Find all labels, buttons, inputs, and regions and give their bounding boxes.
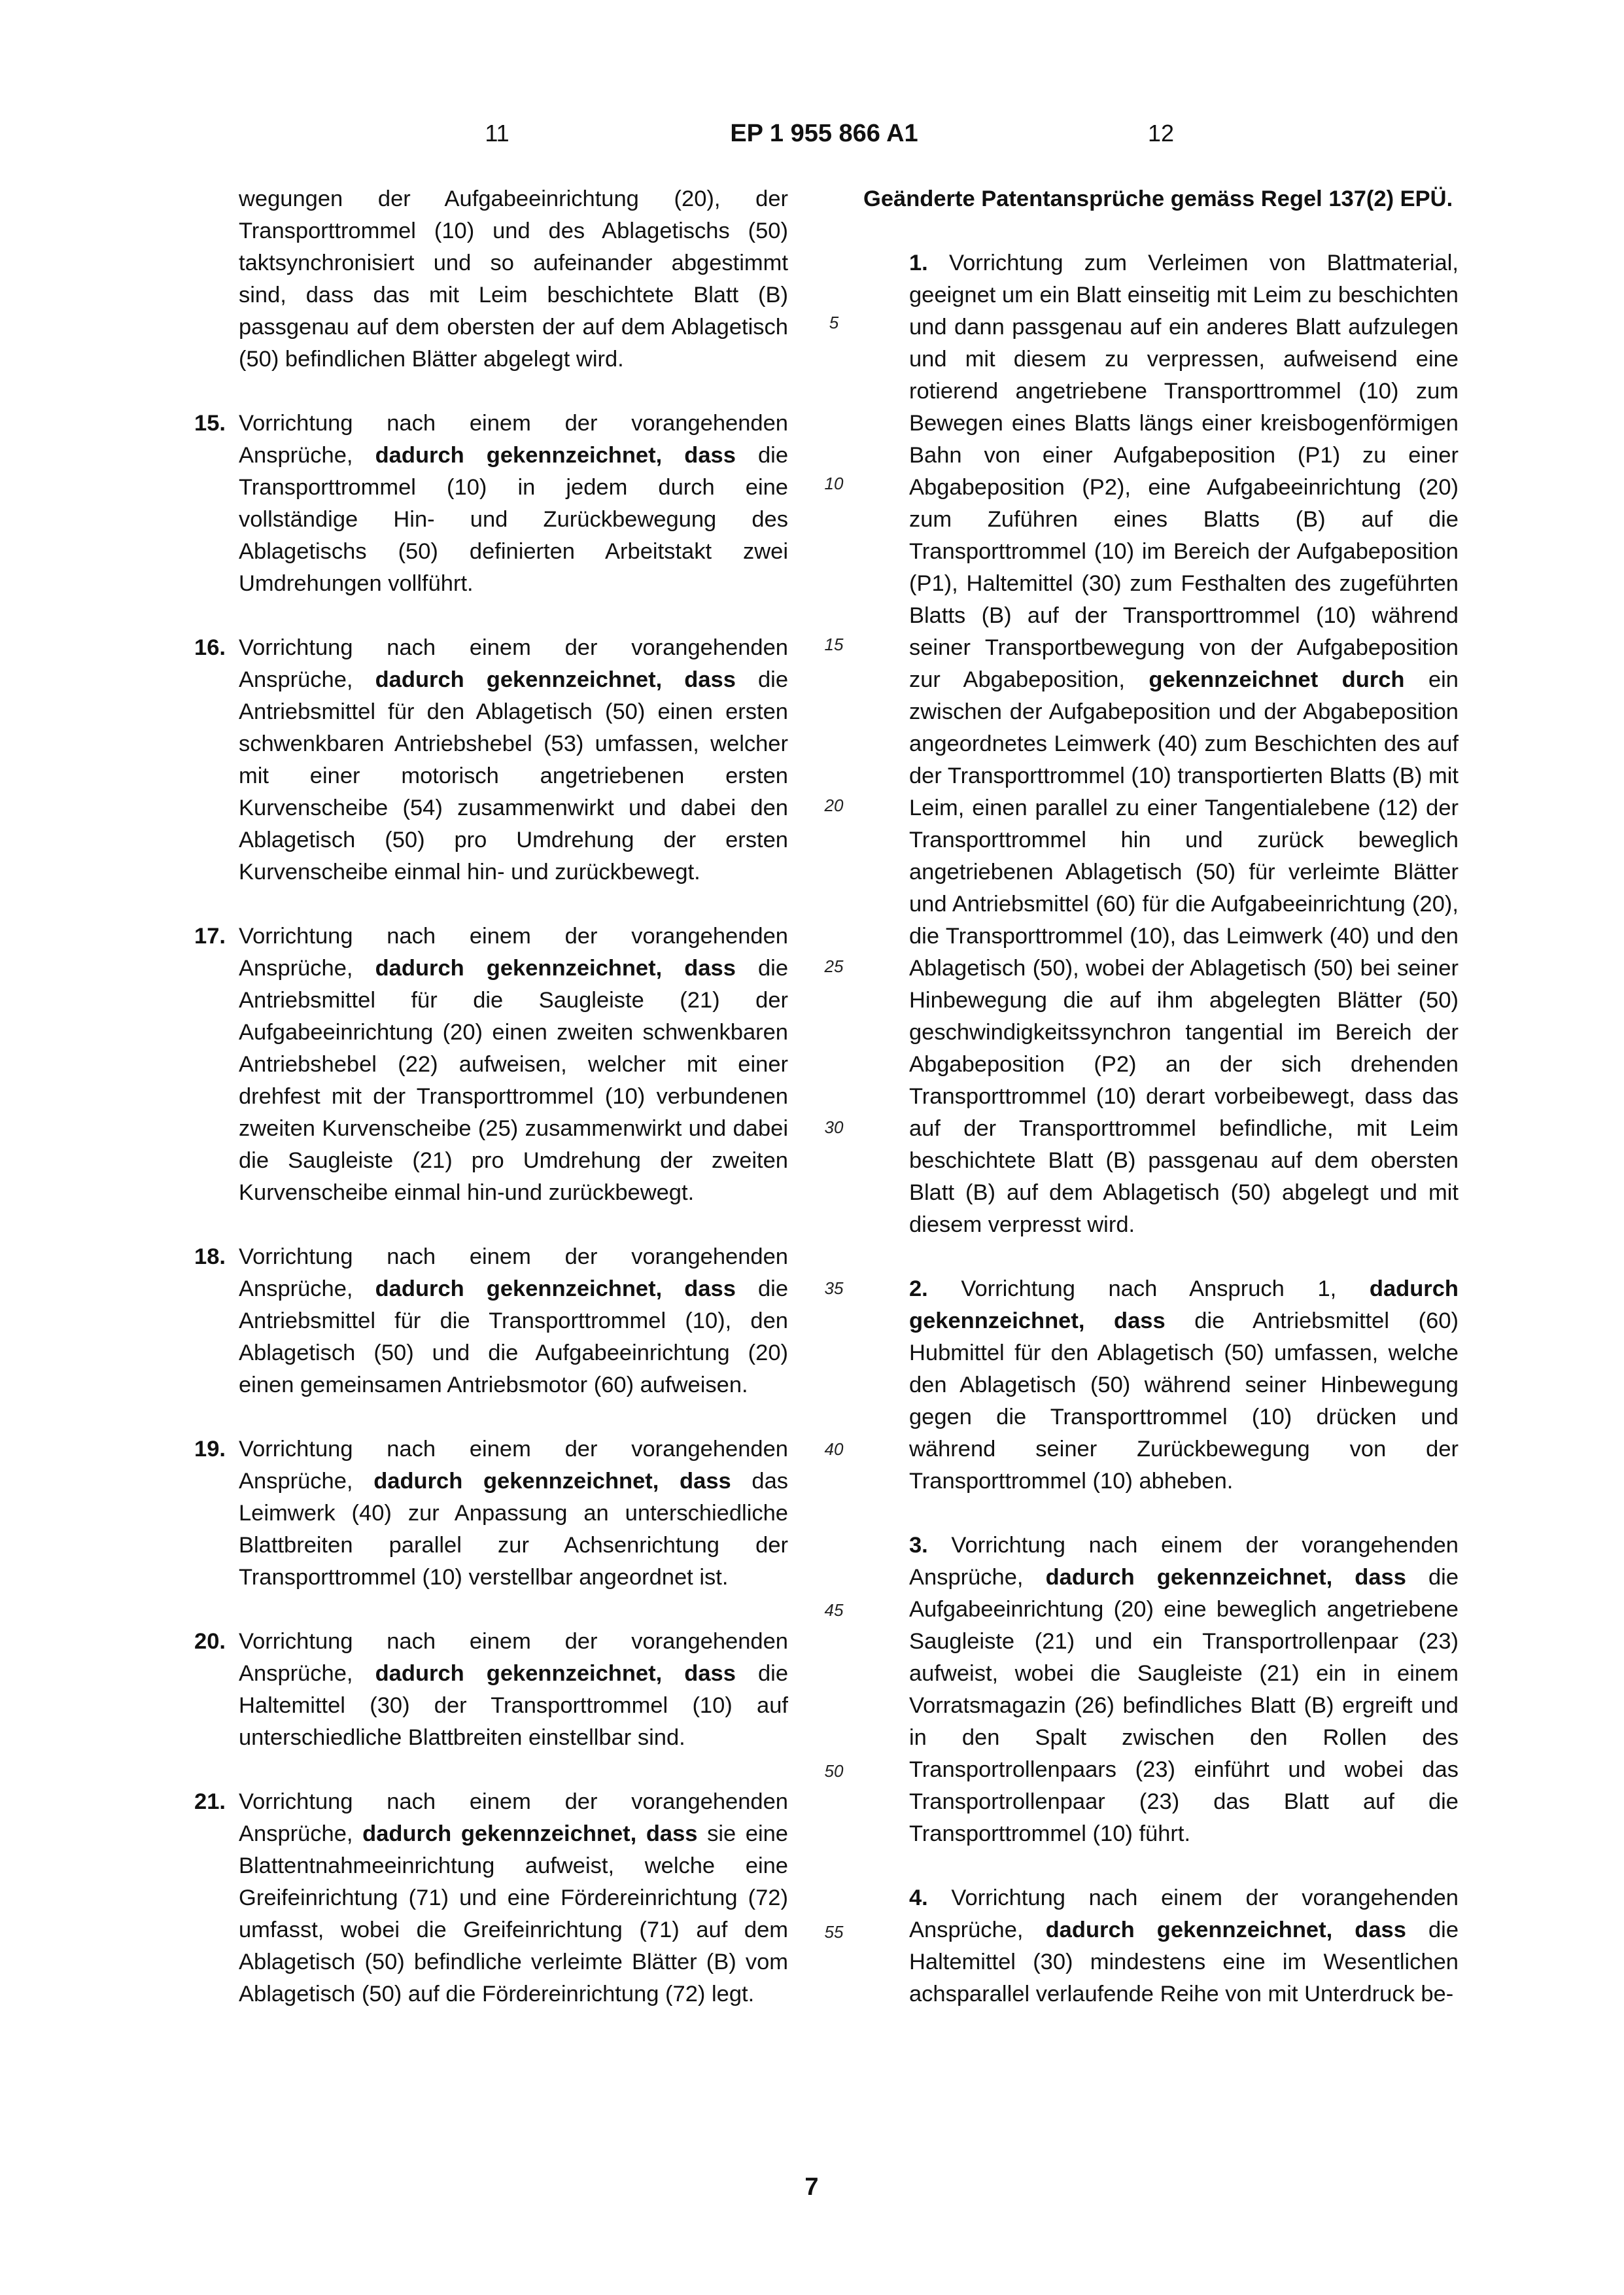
claim-text: Vorrichtung nach einem der vorangehenden Ansprüche,	[239, 411, 788, 468]
claim-emphasis: dadurch gekennzeichnet, dass	[375, 1276, 736, 1301]
claim-text: Vorrichtung nach einem der vorangehenden Ansprüche,	[239, 1789, 788, 1846]
claim-19	[193, 1433, 788, 1594]
claim-number: 15.	[194, 411, 226, 436]
line-number: 25	[824, 956, 844, 976]
claim-number: 4.	[909, 1885, 928, 1910]
claim-emphasis: dadurch gekennzeichnet, dass	[375, 1661, 736, 1686]
claim-text: die Antriebsmittel (60) Hubmittel für den Ablagetisch (50) umfassen, welche den Ablagetisch (50) während seiner Hinbewegung gegen die Transporttrommel (10) drücken und während seiner Zurückbewegung von der Transporttrommel (10) abheben.	[909, 1308, 1459, 1494]
claim-number: 2.	[909, 1276, 928, 1301]
claim-text: Vorrichtung nach einem der vorangehenden Ansprüche,	[239, 1629, 788, 1686]
claim-emphasis: dadurch gekennzeichnet, dass	[375, 667, 736, 692]
claim-3	[863, 1530, 1459, 1850]
claim-number: 19.	[194, 1437, 226, 1462]
claim-text: Vorrichtung nach einem der vorangehenden Ansprüche,	[239, 924, 788, 981]
claim-text: Vorrichtung nach einem der vorangehenden Ansprüche,	[239, 1244, 788, 1301]
claim-text: Vorrichtung nach Anspruch 1,	[927, 1276, 1370, 1301]
claim-16	[193, 632, 788, 888]
claim-number: 1.	[909, 251, 928, 275]
claim-text: die Haltemittel (30) mindestens eine im Wesentlichen achsparallel verlaufende Reihe von mit Unterdruck be-	[909, 1918, 1459, 2006]
line-number: 5	[829, 313, 839, 332]
claim-4	[863, 1882, 1459, 2010]
line-number: 50	[824, 1761, 844, 1781]
line-number: 20	[824, 796, 844, 815]
claim-20	[193, 1626, 788, 1754]
claim-emphasis: dadurch gekennzeichnet, dass	[1045, 1918, 1406, 1942]
page-number: 7	[804, 2173, 819, 2201]
claim-15	[193, 408, 788, 600]
claim-text: Vorrichtung nach einem der vorangehenden Ansprüche,	[909, 1885, 1459, 1942]
claim-continuation-text: wegungen der Aufgabeeinrichtung (20), der Transporttrommel (10) und des Ablagetischs (50) taktsynchronisiert und so aufeinander abgestimmt sind, dass das mit Leim beschichtete Blatt (B) passgenau auf dem obersten der auf dem Ablagetisch (50) befindlichen Blätter abgelegt wird.	[239, 186, 788, 372]
claim-text: Vorrichtung zum Verleimen von Blattmaterial, geeignet um ein Blatt einseitig mit Leim zu beschichten und dann passgenau auf ein anderes Blatt aufzulegen und mit diesem zu verpressen, aufweisend eine rotierend angetriebene Transporttrommel (10) zum Bewegen eines Blatts längs einer kreisbogenförmigen Bahn von einer Aufgabeposition (P1) zu einer Abgabeposition (P2), eine Aufgabeeinrichtung (20) zum Zuführen eines Blatts (B) auf die Transporttrommel (10) im Bereich der Aufgabeposition (P1), Haltemittel (30) zum Festhalten des zugeführten Blatts (B) auf der Transporttrommel (10) während seiner Transportbewegung von der Aufgabeposition zur Abgabeposition,	[909, 251, 1459, 692]
publication-number: EP 1 955 866 A1	[730, 120, 918, 147]
claim-emphasis: dadurch gekennzeichnet, dass	[375, 443, 736, 468]
claim-text: die Antriebsmittel für die Transporttrommel (10), den Ablagetisch (50) und die Aufgabeeinrichtung (20) einen gemeinsamen Antriebsmotor (60) aufweisen.	[239, 1276, 789, 1397]
line-number: 30	[824, 1117, 844, 1137]
claim-text: die Transporttrommel (10) in jedem durch eine vollständige Hin- und Zurückbewegung des Ablagetischs (50) definierten Arbeitstakt zwei Umdrehungen vollführt.	[239, 443, 789, 596]
claim-number: 18.	[194, 1244, 226, 1269]
claim-text: die Antriebsmittel für den Ablagetisch (50) einen ersten schwenkbaren Antriebshebel (53) umfassen, welcher mit einer motorisch angetriebenen ersten Kurvenscheibe (54) zusammenwirkt und dabei den Ablagetisch (50) pro Umdrehung der ersten Kurvenscheibe einmal hin- und zurückbewegt.	[239, 667, 789, 885]
header-right-page-number: 12	[1147, 120, 1175, 147]
left-column	[193, 183, 788, 2042]
claim-text: die Antriebsmittel für die Saugleiste (21) der Aufgabeeinrichtung (20) einen zweiten schwenkbaren Antriebshebel (22) aufweisen, welcher mit einer drehfest mit der Transporttrommel (10) verbundenen zweiten Kurvenscheibe (25) zusammenwirkt und dabei die Saugleiste (21) pro Umdrehung der zweiten Kurvenscheibe einmal hin-und zurückbewegt.	[239, 956, 789, 1205]
line-number: 15	[824, 635, 844, 654]
claim-21	[193, 1786, 788, 2010]
claim-number: 20.	[194, 1629, 226, 1654]
claim-text: Vorrichtung nach einem der vorangehenden Ansprüche,	[909, 1533, 1459, 1590]
amended-claims-heading: Geänderte Patentansprüche gemäss Regel 137(2) EPÜ.	[863, 186, 1453, 211]
claim-text: die Aufgabeeinrichtung (20) eine beweglich angetriebene Saugleiste (21) und ein Transportrollenpaar (23) aufweist, wobei die Saugleiste (21) ein in einem Vorratsmagazin (26) befindliches Blatt (B) ergreift und in den Spalt zwischen den Rollen des Transportrollenpaars (23) einführt und wobei das Transportrollenpaar (23) das Blatt auf die Transporttrommel (10) führt.	[909, 1565, 1459, 1846]
claim-text: das Leimwerk (40) zur Anpassung an unterschiedliche Blattbreiten parallel zur Achsenrichtung der Transporttrommel (10) verstellbar angeordnet ist.	[239, 1469, 789, 1590]
claim-number: 17.	[194, 924, 226, 949]
line-number: 45	[824, 1600, 844, 1620]
claim-2	[863, 1273, 1459, 1498]
claim-text: sie eine Blattentnahmeeinrichtung aufweist, welche eine Greifeinrichtung (71) und eine Fördereinrichtung (72) umfasst, wobei die Greifeinrichtung (71) auf dem Ablagetisch (50) befindliche verleimte Blätter (B) vom Ablagetisch (50) auf die Fördereinrichtung (72) legt.	[239, 1821, 788, 2006]
line-number: 55	[824, 1922, 844, 1942]
claim-number: 3.	[909, 1533, 928, 1558]
claim-emphasis: dadurch gekennzeichnet, dass	[1045, 1565, 1406, 1590]
line-number: 40	[824, 1439, 844, 1459]
claim-text: Vorrichtung nach einem der vorangehenden Ansprüche,	[239, 1437, 788, 1494]
claim-1	[863, 247, 1459, 1241]
line-number: 35	[824, 1278, 844, 1298]
line-number: 10	[824, 474, 844, 493]
claim-emphasis: dadurch gekennzeichnet, dass	[362, 1821, 698, 1846]
right-column	[863, 183, 1459, 2042]
claim-text: ein zwischen der Aufgabeposition und der Abgabeposition angeordnetes Leimwerk (40) zum Beschichten des auf der Transporttrommel (10) transportierten Blatts (B) mit Leim, einen parallel zu einer Tangentialebene (12) der Transporttrommel hin und zurück beweglich angetriebenen Ablagetisch (50) für verleimte Blätter und Antriebsmittel (60) für die Aufgabeeinrichtung (20), die Transporttrommel (10), das Leimwerk (40) und den Ablagetisch (50), wobei der Ablagetisch (50) bei seiner Hinbewegung die auf ihm abgelegten Blätter (50) geschwindigkeitssynchron tangential im Bereich der Abgabeposition (P2) an der sich drehenden Transporttrommel (10) derart vorbeibewegt, dass das auf der Transporttrommel befindliche, mit Leim beschichtete Blatt (B) passgenau auf dem obersten Blatt (B) auf dem Ablagetisch (50) abgelegt und mit diesem verpresst wird.	[909, 667, 1459, 1237]
claim-text: Vorrichtung nach einem der vorangehenden Ansprüche,	[239, 635, 788, 692]
claim-number: 21.	[194, 1789, 226, 1814]
claim-continuation	[193, 183, 788, 376]
claim-17	[193, 920, 788, 1209]
claim-emphasis: dadurch gekennzeichnet, dass	[375, 956, 736, 981]
claim-emphasis: gekennzeichnet durch	[1149, 667, 1405, 692]
claim-emphasis: dadurch gekennzeichnet, dass	[909, 1276, 1459, 1333]
claim-emphasis: dadurch gekennzeichnet, dass	[373, 1469, 731, 1494]
claim-text: die Haltemittel (30) der Transporttrommel (10) auf unterschiedliche Blattbreiten einstellbar sind.	[239, 1661, 789, 1750]
claim-number: 16.	[194, 635, 226, 660]
header-left-page-number: 11	[485, 120, 510, 147]
claim-18	[193, 1241, 788, 1401]
